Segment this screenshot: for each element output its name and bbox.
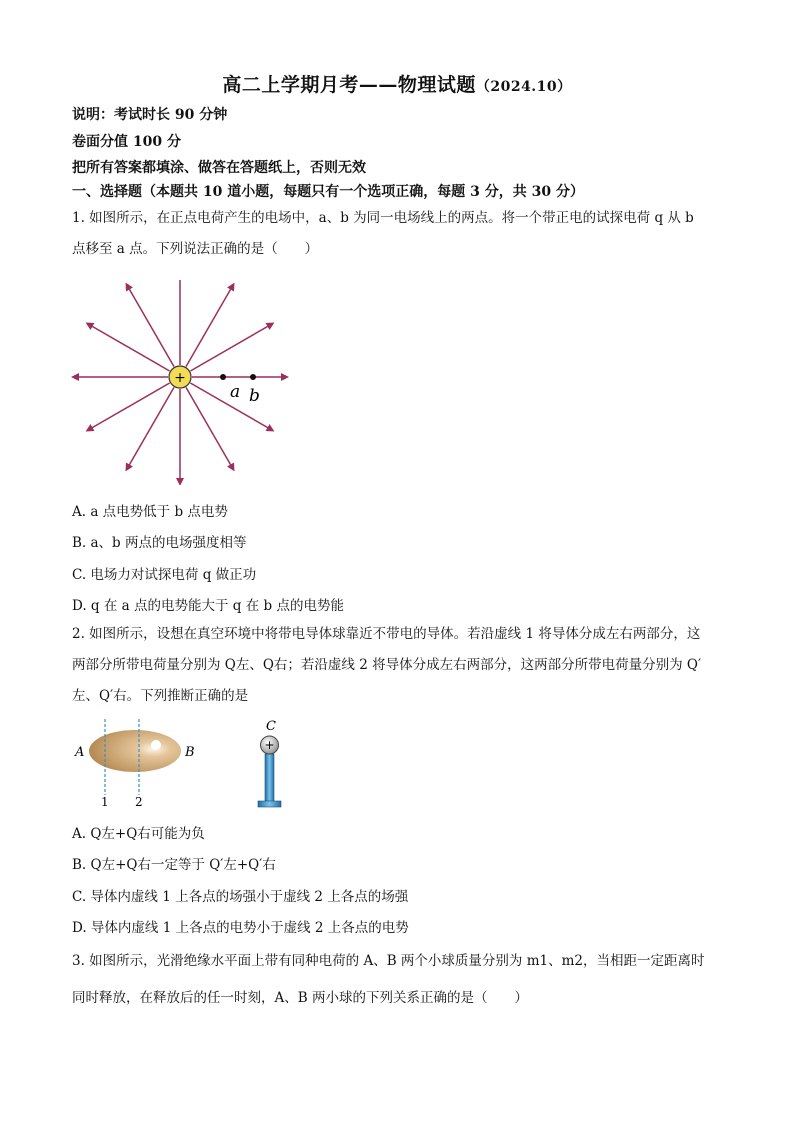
field-line [127, 387, 175, 469]
q1-stem-line1: 1. 如图所示，在正点电荷产生的电场中，a、b 为同一电场线上的两点。将一个带正电的试探电荷 q 从 b [72, 210, 694, 226]
point-a-dot [220, 374, 226, 380]
label-line-2: 2 [135, 795, 143, 809]
charge-sign: + [174, 370, 186, 386]
q2-stem-line1: 2. 如图所示，设想在真空环境中将带电导体球靠近不带电的导体。若沿虚线 1 将导体分成左右两部分，这 [72, 626, 701, 642]
label-end-b: B [185, 745, 195, 760]
note-score: 卷面分值 100 分 [72, 134, 181, 150]
conductor-highlight [151, 740, 161, 750]
q2-option-b: B. Q左+Q右一定等于 Q′左+Q′右 [72, 857, 276, 873]
q1-option-a: A. a 点电势低于 b 点电势 [72, 504, 228, 520]
q1-option-c: C. 电场力对试探电荷 q 做正功 [72, 567, 257, 583]
label-c: C [266, 719, 276, 734]
note-duration: 说明：考试时长 90 分钟 [72, 107, 228, 123]
section-heading: 一、选择题（本题共 10 道小题，每题只有一个选项正确，每题 3 分，共 30 分） [72, 184, 584, 200]
q2-option-a: A. Q左+Q右可能为负 [72, 826, 205, 842]
q2-option-d: D. 导体内虚线 1 上各点的电势小于虚线 2 上各点的电势 [72, 920, 409, 936]
field-line [190, 324, 272, 372]
page-title: 高二上学期月考——物理试题（2024.10） [222, 74, 572, 96]
sphere-charge-sign: + [264, 738, 275, 752]
point-b-label: b [249, 386, 260, 406]
q1-field-figure [70, 280, 290, 485]
note-answer-sheet: 把所有答案都填涂、做答在答题纸上，否则无效 [72, 160, 366, 176]
q2-conductor-figure [70, 715, 300, 815]
q1-stem-line2: 点移至 a 点。下列说法正确的是（ ） [72, 241, 319, 257]
uncharged-conductor [89, 730, 181, 772]
q3-stem-line2: 同时释放，在释放后的任一时刻，A、B 两小球的下列关系正确的是（ ） [72, 990, 528, 1006]
field-line [87, 324, 169, 372]
q1-option-d: D. q 在 a 点的电势能大于 q 在 b 点的电势能 [72, 598, 344, 614]
label-line-1: 1 [101, 795, 109, 809]
q2-stem-line3: 左、Q′右。下列推断正确的是 [72, 688, 249, 704]
point-a-label: a [230, 382, 241, 402]
q3-stem-line1: 3. 如图所示，光滑绝缘水平面上带有同种电荷的 A、B 两个小球质量分别为 m1、m2，当相距一定距离时 [72, 953, 705, 969]
field-line [127, 284, 175, 366]
field-line [186, 387, 234, 469]
stand-base [258, 801, 281, 807]
q2-stem-line2: 两部分所带电荷量分别为 Q左、Q右；若沿虚线 2 将导体分成左右两部分，这两部分所带电荷量分别为 Q′ [72, 657, 702, 673]
field-line [186, 284, 234, 366]
exam-date: （2024.10） [475, 79, 572, 95]
field-line [87, 383, 169, 431]
label-end-a: A [75, 745, 85, 760]
point-b-dot [250, 374, 256, 380]
stand-pole [265, 754, 274, 802]
q2-option-c: C. 导体内虚线 1 上各点的场强小于虚线 2 上各点的场强 [72, 889, 409, 905]
q1-option-b: B. a、b 两点的电场强度相等 [72, 535, 247, 551]
